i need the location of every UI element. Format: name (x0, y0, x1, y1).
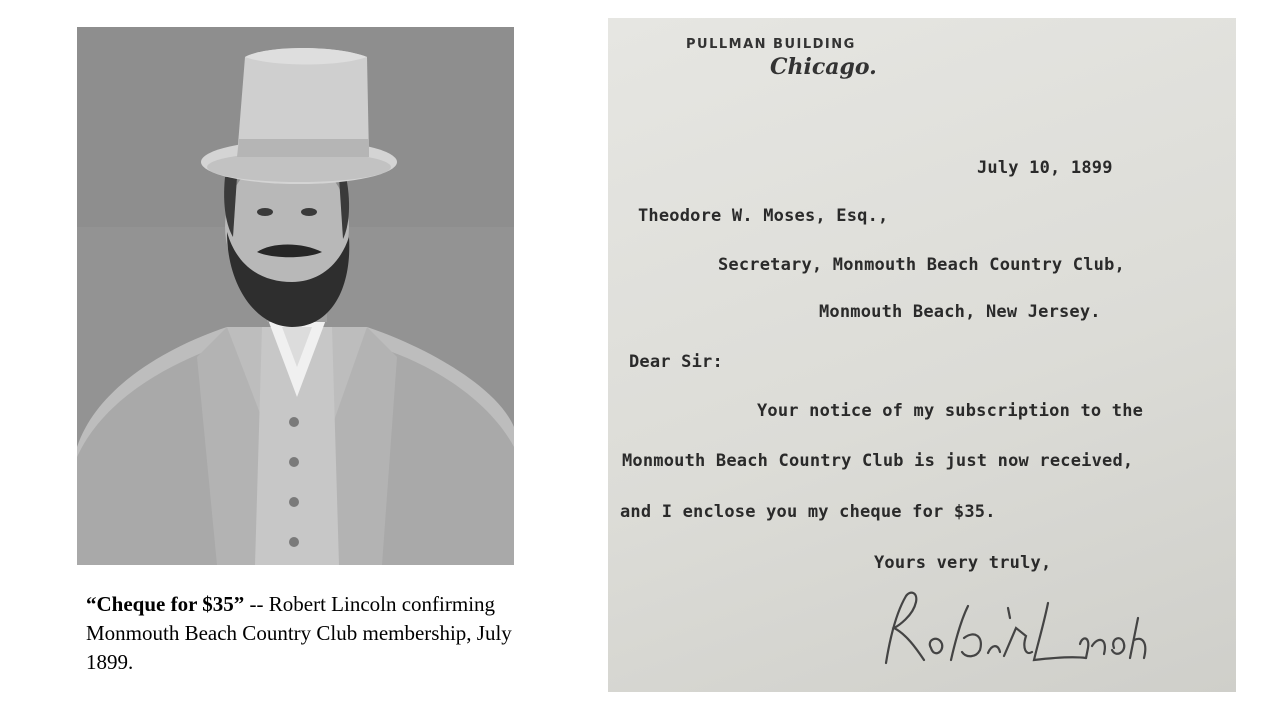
letter-salutation: Dear Sir: (629, 352, 723, 372)
portrait-illustration (77, 27, 514, 565)
letterhead-building: PULLMAN BUILDING (686, 37, 856, 52)
letter-body-line-2: Monmouth Beach Country Club is just now received, (622, 451, 1134, 471)
letter-scan (608, 18, 1236, 692)
letter-addressee-place: Monmouth Beach, New Jersey. (819, 302, 1101, 322)
letter-addressee-title: Secretary, Monmouth Beach Country Club, (718, 255, 1125, 275)
letterhead-city: Chicago. (770, 54, 877, 80)
letter-addressee-name: Theodore W. Moses, Esq., (638, 206, 889, 226)
letter-body-line-3: and I enclose you my cheque for $35. (620, 502, 996, 522)
portrait-photo (77, 27, 514, 565)
letter-date: July 10, 1899 (977, 158, 1113, 178)
letter-closing: Yours very truly, (874, 553, 1052, 573)
photo-caption (86, 590, 526, 677)
caption-text: -- Robert Lincoln confirming Monmouth Beach Country Club membership, July 1899. (86, 592, 512, 674)
letter-body-line-1: Your notice of my subscription to the (757, 401, 1144, 421)
handwritten-signature (876, 578, 1176, 678)
caption-quote: “Cheque for $35” (86, 592, 245, 616)
